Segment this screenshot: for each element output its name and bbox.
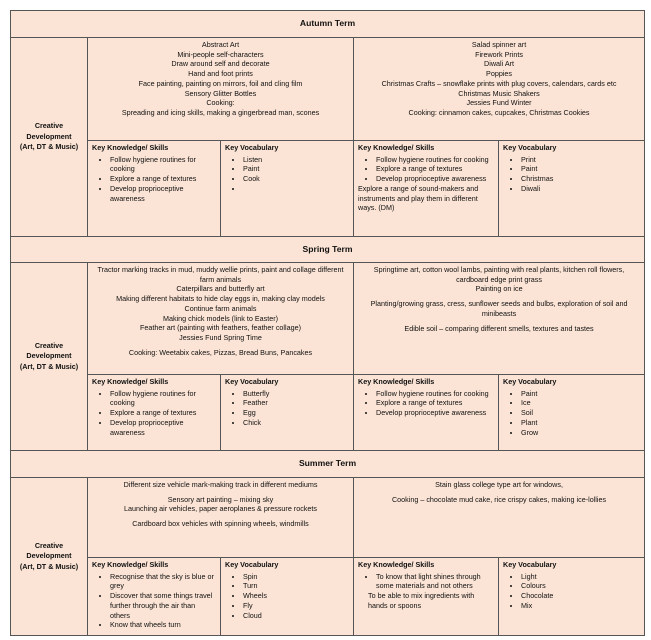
list-item: • Grow [521, 428, 640, 438]
list-item: • Chocolate [521, 591, 640, 601]
summer-activities-right [354, 478, 645, 558]
autumn-activities-right [354, 38, 645, 141]
text-line: Key Vocabulary [503, 143, 557, 152]
list-item: • Christmas [521, 174, 640, 184]
list-item: • Develop proprioceptive awareness [376, 408, 494, 418]
autumn-activities-left [88, 38, 354, 141]
list-item: • Wheels [243, 591, 349, 601]
text-line: Jessies Fund Spring Time [179, 333, 262, 343]
text-line: Key Knowledge/ Skills [92, 377, 169, 386]
text-line: Edible soil – comparing different smells, textures and tastes [404, 323, 594, 333]
text-line: Key Vocabulary [225, 560, 279, 569]
list-item: • Feather [243, 398, 349, 408]
list-item: • To know that light shines through some materials and not others [376, 572, 494, 591]
spring-vocab-right [499, 375, 645, 451]
bullet-list [358, 155, 494, 184]
autumn-vocab-right [499, 141, 645, 237]
autumn-skills-right [354, 141, 499, 237]
summer-skills-left [88, 558, 221, 636]
text-line: Launching air vehicles, paper aeroplanes & pressure rockets [124, 504, 317, 514]
bullet-list [358, 389, 494, 418]
text-line: Christmas Crafts – snowflake prints with plug covers, calendars, cards etc [381, 78, 617, 88]
list-item: • Plant [521, 418, 640, 428]
autumn-vocab-left [221, 141, 354, 237]
text-line: Cooking: cinnamon cakes, cupcakes, Christmas Cookies [408, 108, 590, 118]
list-item: • Soil [521, 408, 640, 418]
list-item [243, 184, 349, 194]
text-line: Creative [34, 340, 64, 350]
text-line: Creative [34, 540, 64, 550]
text-line: Key Vocabulary [225, 377, 279, 386]
list-item: • Explore a range of textures [110, 174, 216, 184]
bullet-list [358, 572, 494, 591]
list-item: • Paint [243, 164, 349, 174]
list-item: • Egg [243, 408, 349, 418]
text-line: Key Knowledge/ Skills [358, 143, 435, 152]
list-item: • Explore a range of textures [110, 408, 216, 418]
list-item: • Develop proprioceptive awareness [110, 184, 216, 203]
bullet-list [225, 155, 349, 194]
text-line: Continue farm animals [184, 303, 257, 313]
text-line: Key Knowledge/ Skills [358, 560, 435, 569]
text-line: Key Vocabulary [503, 377, 557, 386]
spring-skills-left [88, 375, 221, 451]
text-line: (Art, DT & Music) [19, 561, 79, 571]
list-item: • Turn [243, 581, 349, 591]
list-item: • Explore a range of textures [376, 164, 494, 174]
list-item: • Develop proprioceptive awareness [376, 174, 494, 184]
text-line: Christmas Music Shakers [458, 88, 540, 98]
text-line: Different size vehicle mark-making track in different mediums [123, 480, 318, 489]
list-item: • Follow hygiene routines for cooking [376, 155, 494, 165]
list-item: • Follow hygiene routines for cooking [376, 389, 494, 399]
list-item: • Spin [243, 572, 349, 582]
list-item: • Colours [521, 581, 640, 591]
list-item: • Mix [521, 601, 640, 611]
text-line: Development [26, 351, 72, 361]
text-line: Development [26, 551, 72, 561]
spring-vocab-left [221, 375, 354, 451]
bullet-list [503, 389, 640, 438]
spring-activities-right [354, 263, 645, 375]
list-item: • Paint [521, 164, 640, 174]
text-line: Caterpillars and butterfly art [176, 284, 265, 294]
spring-activities-left [88, 263, 354, 375]
text-line: Cooking – chocolate mud cake, rice crispy cakes, making ice-lollies [391, 494, 607, 504]
text-line: Cooking: [206, 98, 235, 108]
text-line: Making different habitats to hide clay eggs in, making clay models [116, 294, 325, 304]
bullet-list [225, 572, 349, 621]
text-line: Cardboard box vehicles with spinning wheels, windmills [132, 519, 309, 529]
text-line: To be able to mix ingredients with hands or spoons [368, 591, 475, 610]
bullet-list [503, 155, 640, 194]
text-line: Key Knowledge/ Skills [92, 560, 169, 569]
text-line: Poppies [486, 69, 513, 79]
summer-vocab-right [499, 558, 645, 636]
text-line: Salad spinner art [471, 40, 527, 49]
text-line: Painting on ice [475, 284, 523, 294]
text-line: (Art, DT & Music) [19, 361, 79, 371]
list-item: • Print [521, 155, 640, 165]
text-line: Jessies Fund Winter [466, 98, 532, 108]
list-item: • Follow hygiene routines for cooking [110, 155, 216, 174]
list-item: • Explore a range of textures [376, 398, 494, 408]
text-line: Key Knowledge/ Skills [92, 143, 169, 152]
list-item: • Cook [243, 174, 349, 184]
bullet-list [225, 389, 349, 428]
text-line: Spreading and icing skills, making a gingerbread man, scones [121, 108, 320, 118]
list-item: • Follow hygiene routines for cooking [110, 389, 216, 408]
summer-skills-right [354, 558, 499, 636]
list-item: • Butterfly [243, 389, 349, 399]
list-item: • Light [521, 572, 640, 582]
text-line: Development [26, 131, 72, 141]
text-line: Draw around self and decorate [171, 59, 270, 69]
bullet-list [503, 572, 640, 611]
curriculum-table [10, 10, 645, 636]
text-line: Key Knowledge/ Skills [358, 377, 435, 386]
list-item: • Ice [521, 398, 640, 408]
text-line: Firework Prints [475, 49, 523, 59]
spring-subject-cell [11, 263, 88, 451]
list-item: • Diwali [521, 184, 640, 194]
text-line: Tractor marking tracks in mud, muddy wellie prints, paint and collage different farm animals [97, 265, 344, 284]
summer-term-heading: Summer Term [11, 451, 645, 478]
autumn-skills-left [88, 141, 221, 237]
list-item: • Cloud [243, 611, 349, 621]
list-item: • Listen [243, 155, 349, 165]
curriculum-document [10, 10, 644, 638]
summer-activities-left [88, 478, 354, 558]
text-line: Sensory art painting – mixing sky [167, 494, 274, 504]
list-item: • Recognise that the sky is blue or grey [110, 572, 216, 591]
text-line: Diwali Art [484, 59, 514, 69]
text-line: Key Vocabulary [225, 143, 279, 152]
list-item: • Paint [521, 389, 640, 399]
bullet-list [92, 155, 216, 204]
spring-term-heading: Spring Term [11, 237, 645, 263]
text-line: Cooking: Weetabix cakes, Pizzas, Bread Buns, Pancakes [128, 347, 313, 357]
text-line: Stain glass college type art for windows, [435, 480, 563, 489]
list-item: • Discover that some things travel further through the air than others [110, 591, 216, 620]
text-line: Feather art (painting with feathers, feather collage) [139, 323, 301, 333]
bullet-list [92, 572, 216, 630]
bullet-list [92, 389, 216, 438]
text-line: Creative [34, 121, 64, 131]
text-line: Explore a range of sound-makers and instruments and play them in different ways. (DM) [358, 183, 479, 213]
text-line: Face painting, painting on mirrors, foil and cling film [138, 78, 303, 88]
text-line: Abstract Art [201, 40, 240, 49]
autumn-subject-cell [11, 38, 88, 237]
spring-skills-right [354, 375, 499, 451]
text-line: Key Vocabulary [503, 560, 557, 569]
list-item: • Fly [243, 601, 349, 611]
text-line: Mini-people self-characters [177, 49, 264, 59]
text-line: Hand and foot prints [188, 69, 253, 79]
list-item: • Chick [243, 418, 349, 428]
text-line: Making chick models (link to Easter) [162, 313, 279, 323]
autumn-term-heading: Autumn Term [11, 11, 645, 38]
text-line: Sensory Glitter Bottles [184, 88, 257, 98]
summer-vocab-left [221, 558, 354, 636]
summer-subject-cell [11, 478, 88, 636]
list-item: • Know that wheels turn [110, 620, 216, 630]
text-line: Planting/growing grass, cress, sunflower seeds and bulbs, exploration of soil and minibeasts [370, 299, 628, 318]
text-line: Springtime art, cotton wool lambs, painting with real plants, kitchen roll flowers, cardboard edge print grass [373, 265, 625, 284]
list-item: • Develop proprioceptive awareness [110, 418, 216, 437]
text-line: (Art, DT & Music) [19, 142, 79, 152]
